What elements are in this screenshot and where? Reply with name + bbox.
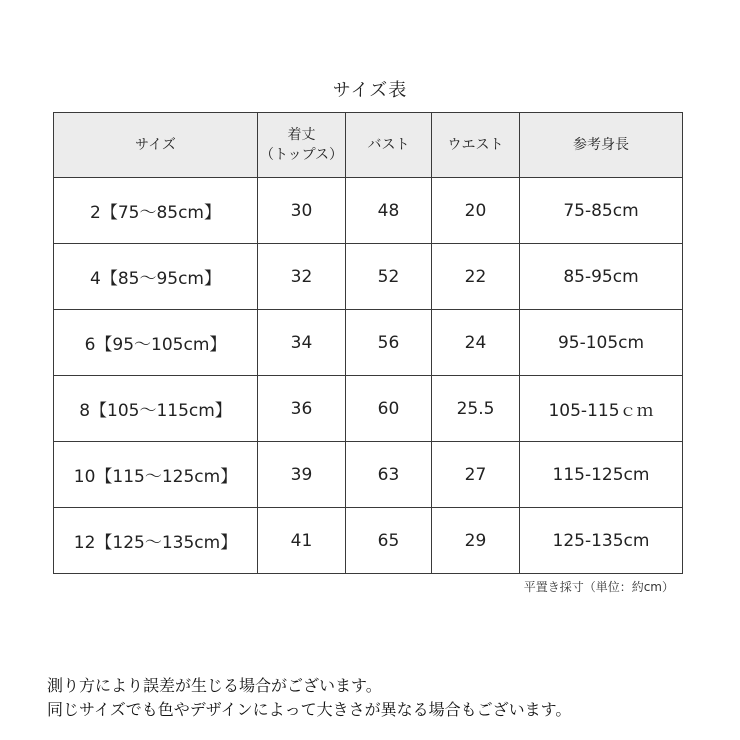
table-row <box>54 508 683 574</box>
cell-size: 4【85～95cm】 <box>54 244 258 310</box>
header-length <box>258 113 346 178</box>
cell-bust: 48 <box>346 178 432 244</box>
header-length-sublabel: （トップス） <box>259 147 344 163</box>
table-row <box>54 178 683 244</box>
cell-height: 85-95cm <box>520 244 683 310</box>
cell-height: 75-85cm <box>520 178 683 244</box>
header-bust: バスト <box>346 113 432 178</box>
cell-bust: 63 <box>346 442 432 508</box>
cell-bust: 65 <box>346 508 432 574</box>
cell-waist: 25.5 <box>432 376 520 442</box>
cell-waist: 24 <box>432 310 520 376</box>
header-waist: ウエスト <box>432 113 520 178</box>
cell-size: 12【125～135cm】 <box>54 508 258 574</box>
table-body <box>54 178 683 574</box>
disclaimer-line: 測り方により誤差が生じる場合がございます。 <box>47 676 382 695</box>
cell-waist: 29 <box>432 508 520 574</box>
cell-length: 34 <box>258 310 346 376</box>
table-row <box>54 310 683 376</box>
cell-length: 32 <box>258 244 346 310</box>
cell-height: 115-125cm <box>520 442 683 508</box>
cell-size: 8【105～115cm】 <box>54 376 258 442</box>
cell-waist: 27 <box>432 442 520 508</box>
header-height: 参考身長 <box>520 113 683 178</box>
cell-size: 6【95～105cm】 <box>54 310 258 376</box>
header-size: サイズ <box>54 113 258 178</box>
cell-bust: 60 <box>346 376 432 442</box>
cell-height: 125-135cm <box>520 508 683 574</box>
cell-height: 105-115ｃｍ <box>520 376 683 442</box>
table-row <box>54 376 683 442</box>
page-title: サイズ表 <box>332 80 408 101</box>
cell-bust: 56 <box>346 310 432 376</box>
cell-size: 2【75～85cm】 <box>54 178 258 244</box>
size-table <box>53 112 683 574</box>
cell-length: 36 <box>258 376 346 442</box>
table-row <box>54 244 683 310</box>
cell-length: 39 <box>258 442 346 508</box>
header-row <box>54 113 683 178</box>
table-header <box>54 113 683 178</box>
cell-size: 10【115～125cm】 <box>54 442 258 508</box>
cell-height: 95-105cm <box>520 310 683 376</box>
cell-waist: 22 <box>432 244 520 310</box>
cell-waist: 20 <box>432 178 520 244</box>
header-length-label: 着丈 <box>287 127 316 143</box>
table-row <box>54 442 683 508</box>
disclaimer-line: 同じサイズでも色やデザインによって大きさが異なる場合もございます。 <box>47 700 572 719</box>
cell-length: 30 <box>258 178 346 244</box>
disclaimer <box>47 674 571 722</box>
cell-length: 41 <box>258 508 346 574</box>
cell-bust: 52 <box>346 244 432 310</box>
measurement-note: 平置き採寸（単位：約cm） <box>523 580 674 594</box>
